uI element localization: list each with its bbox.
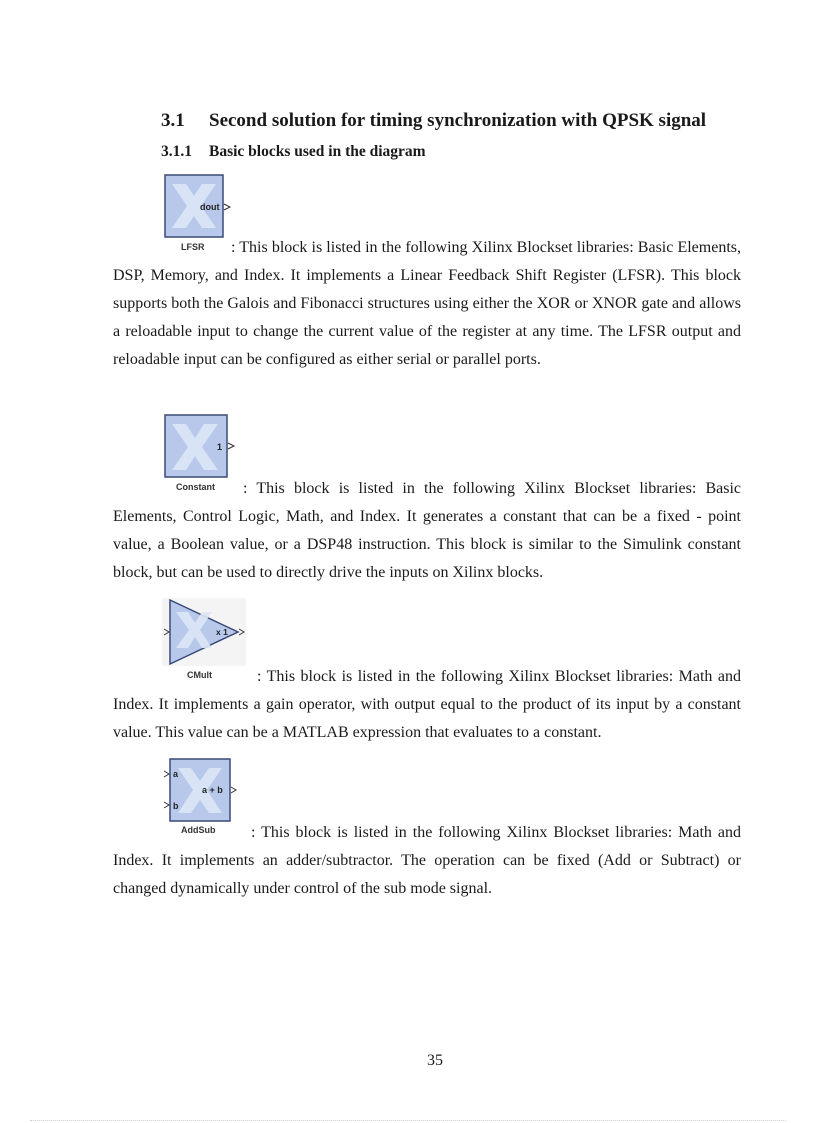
addsub-label: AddSub	[181, 825, 216, 835]
page-bottom-rule	[30, 1120, 786, 1121]
constant-port-out: 1	[217, 442, 223, 452]
subsection-heading	[161, 143, 426, 161]
addsub-description: : This block is listed in the following Xilinx Blockset libraries: Math and Index. It implements an adder/subtractor. The operation can be fixed (Add or Subtract) or changed dynamically under control of the sub mode signal.	[113, 824, 741, 897]
lfsr-port-out: dout	[200, 202, 220, 212]
subsection-title: Basic blocks used in the diagram	[209, 143, 426, 160]
constant-label: Constant	[176, 482, 215, 492]
lfsr-description: : This block is listed in the following Xilinx Blockset libraries: Basic Elements, DSP, Memory, and Index. It implements a Linear Feedback Shift Register (LFSR). This block supports both the Galois and Fibonacci structures using either the XOR or XNOR gate and allows a reloadable input to change the current value of the register at any time. The LFSR output and reloadable input can be configured as either serial or parallel ports.	[113, 239, 741, 368]
lfsr-label: LFSR	[181, 242, 205, 252]
section-heading	[161, 110, 706, 132]
page-number: 35	[427, 1052, 443, 1069]
cmult-label: CMult	[187, 670, 212, 680]
cmult-description: : This block is listed in the following Xilinx Blockset libraries: Math and Index. It implements a gain operator, with output equal to the product of its input by a constant value. This value can be a MATLAB expression that evaluates to a constant.	[113, 668, 741, 741]
section-title: Second solution for timing synchronization with QPSK signal	[209, 110, 707, 131]
subsection-number: 3.1.1	[161, 143, 192, 160]
section-number: 3.1	[161, 110, 185, 131]
addsub-port-b: b	[173, 801, 179, 811]
addsub-port-a: a	[173, 769, 179, 779]
addsub-port-out: a + b	[202, 785, 223, 795]
cmult-port-out: x 1	[216, 627, 228, 637]
constant-description: : This block is listed in the following Xilinx Blockset libraries: Basic Elements, Control Logic, Math, and Index. It generates a constant that can be a fixed - point value, a Boolean value, or a DSP48 instruction. This block is similar to the Simulink constant block, but can be used to directly drive the inputs on Xilinx blocks.	[113, 480, 741, 581]
